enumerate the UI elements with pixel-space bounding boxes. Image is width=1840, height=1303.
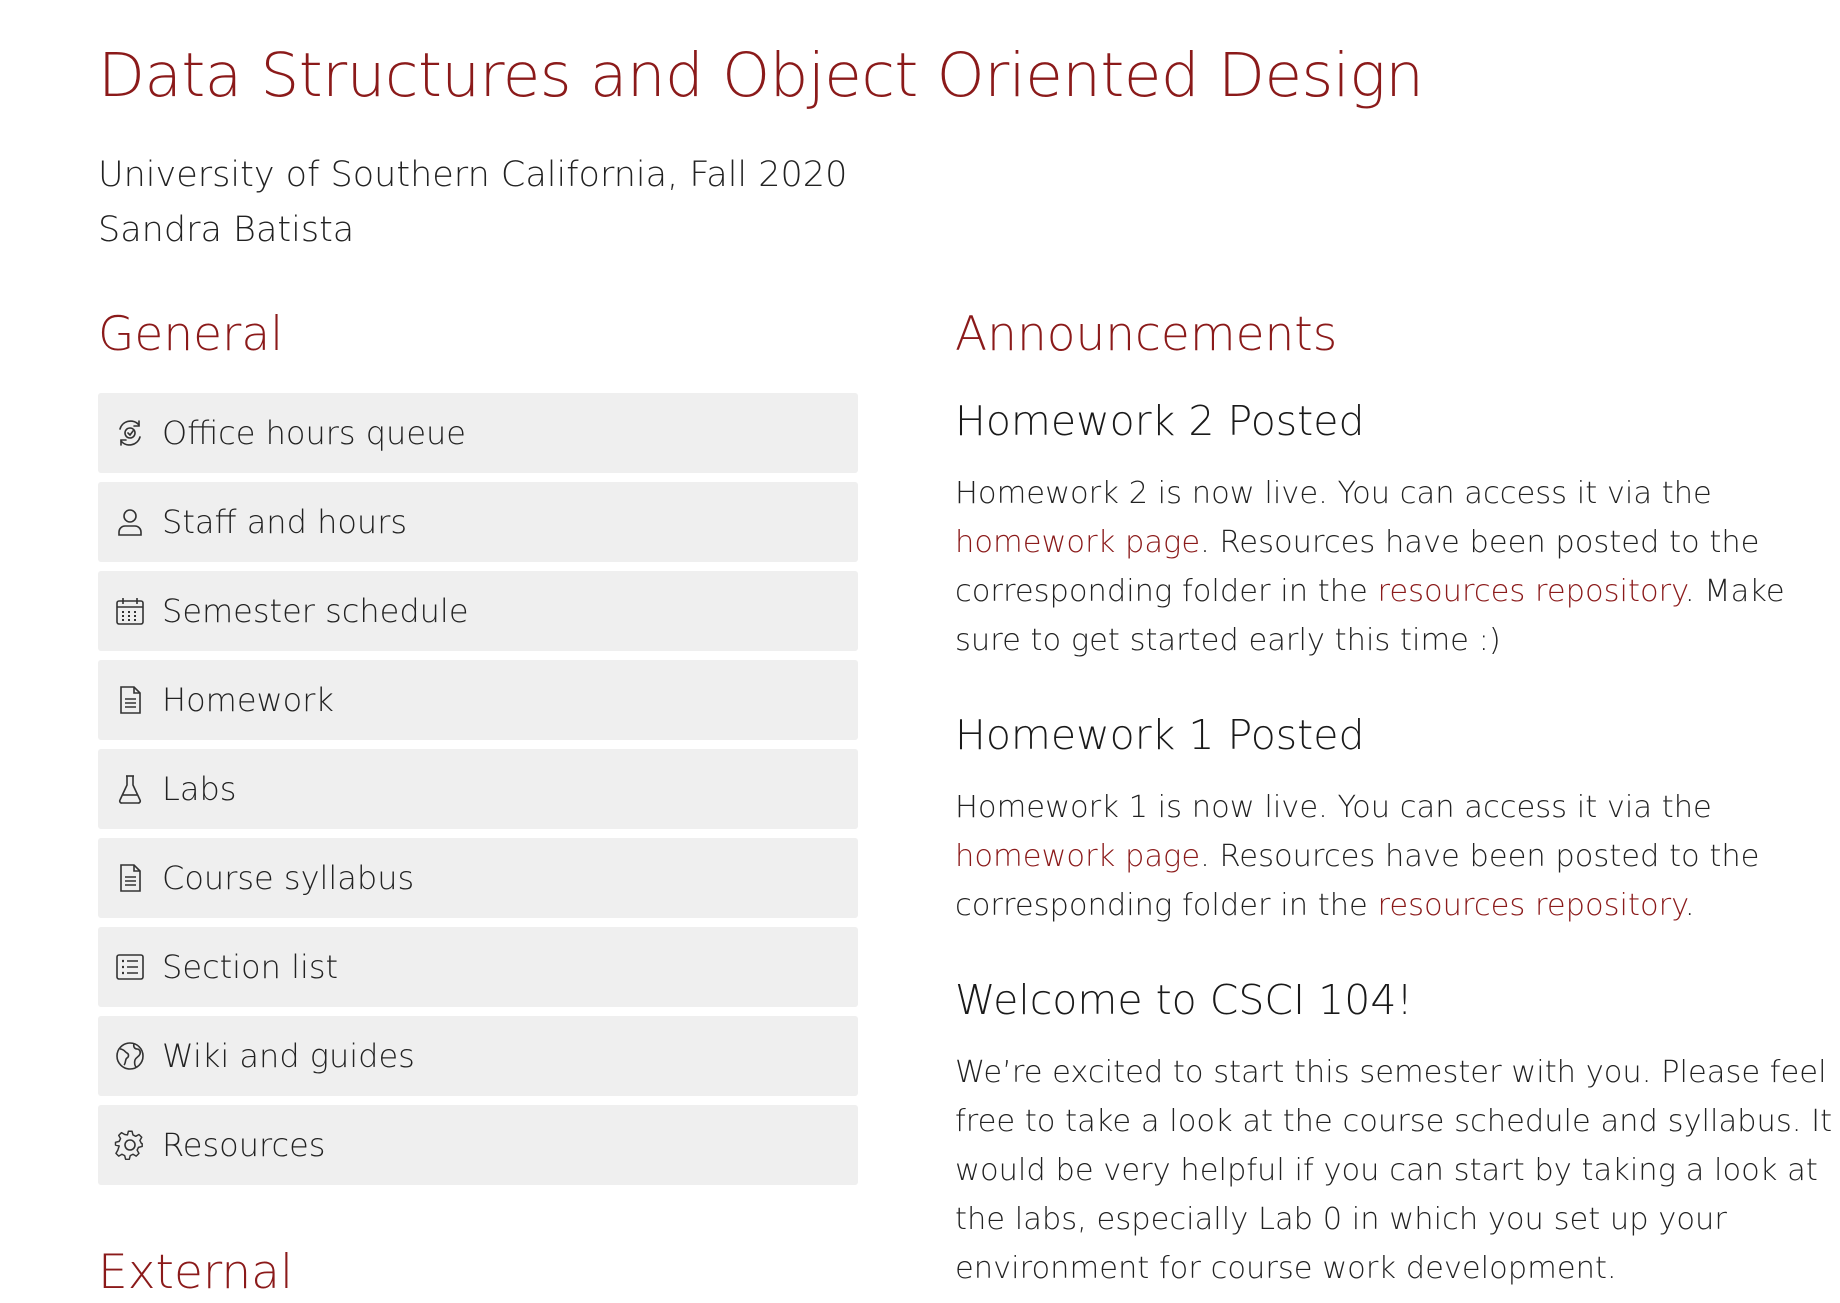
- general-nav-list: [98, 393, 858, 1185]
- nav-item-section-list[interactable]: [98, 927, 858, 1007]
- announcement-welcome: [955, 974, 1840, 1293]
- resources-repository-link[interactable]: resources repository: [1377, 574, 1685, 609]
- nav-item-course-syllabus[interactable]: [98, 838, 858, 918]
- nav-item-staff-and-hours[interactable]: [98, 482, 858, 562]
- nav-item-label: Section list: [162, 948, 339, 986]
- calendar-icon: [113, 594, 147, 628]
- nav-item-office-hours-queue[interactable]: [98, 393, 858, 473]
- homework-page-link[interactable]: homework page: [955, 839, 1201, 874]
- homework-page-link[interactable]: homework page: [955, 525, 1201, 560]
- external-heading: External: [98, 1245, 293, 1300]
- announcement-text: Homework 2 is now live. You can access it via the: [955, 476, 1712, 511]
- announcement-text: . Make sure to get started early this time :): [955, 574, 1785, 658]
- left-column: [98, 305, 858, 1303]
- resources-repository-link[interactable]: resources repository: [1377, 888, 1685, 923]
- announcement-text: . Resources have been posted to the corresponding folder in the: [955, 525, 1760, 609]
- university-term: University of Southern California, Fall 2020: [98, 155, 848, 195]
- list-icon: [113, 950, 147, 984]
- nav-item-label: Semester schedule: [162, 592, 469, 630]
- announcement-body: [955, 469, 1840, 665]
- nav-item-label: Office hours queue: [162, 414, 466, 452]
- announcement-homework-2: [955, 395, 1840, 665]
- nav-item-semester-schedule[interactable]: [98, 571, 858, 651]
- announcement-text: . Resources have been posted to the corresponding folder in the: [955, 839, 1760, 923]
- announcement-body: [955, 783, 1840, 930]
- announcement-text: .: [1684, 888, 1695, 923]
- globe-icon: [113, 1039, 147, 1073]
- nav-item-labs[interactable]: [98, 749, 858, 829]
- announcement-body: [955, 1048, 1840, 1293]
- flask-icon: [113, 772, 147, 806]
- general-heading: General: [98, 307, 284, 362]
- nav-item-label: Wiki and guides: [162, 1037, 415, 1075]
- gear-icon: [113, 1128, 147, 1162]
- document-icon: [113, 861, 147, 895]
- right-column: [955, 305, 1840, 1293]
- person-icon: [113, 505, 147, 539]
- document-icon: [113, 683, 147, 717]
- nav-item-label: Homework: [162, 681, 334, 719]
- nav-item-label: Labs: [162, 770, 237, 808]
- instructor-name: Sandra Batista: [98, 210, 355, 250]
- nav-item-label: Resources: [162, 1126, 326, 1164]
- nav-item-label: Staff and hours: [162, 503, 408, 541]
- announcements-heading: Announcements: [955, 307, 1338, 362]
- course-info: [98, 148, 847, 258]
- announcement-text: We’re excited to start this semester with you. Please feel free to take a look at the course schedule and syllabus. It would be very helpful if you can start by taking a look at the labs, especially Lab 0 in which you set up your environment for course work development.: [955, 1055, 1833, 1286]
- nav-item-homework[interactable]: [98, 660, 858, 740]
- announcement-title: Homework 1 Posted: [955, 711, 1365, 759]
- page-title: Data Structures and Object Oriented Design: [98, 40, 1424, 111]
- nav-item-wiki-and-guides[interactable]: [98, 1016, 858, 1096]
- nav-item-label: Course syllabus: [162, 859, 415, 897]
- announcement-title: Homework 2 Posted: [955, 397, 1365, 445]
- announcement-title: Welcome to CSCI 104!: [955, 976, 1413, 1024]
- queue-icon: [113, 416, 147, 450]
- nav-item-resources[interactable]: [98, 1105, 858, 1185]
- announcement-text: Homework 1 is now live. You can access it via the: [955, 790, 1712, 825]
- announcement-homework-1: [955, 709, 1840, 930]
